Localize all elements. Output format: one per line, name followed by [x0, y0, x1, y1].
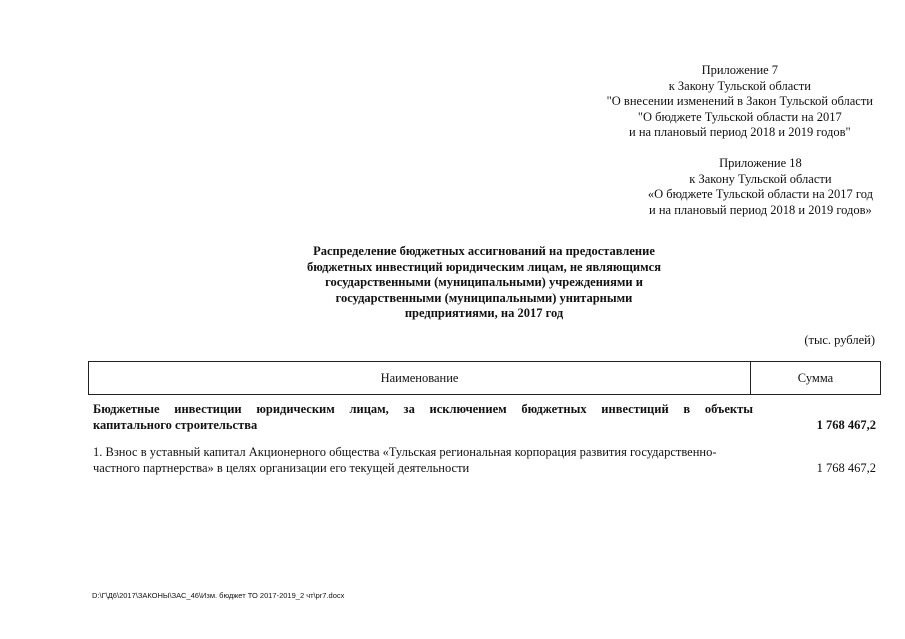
title-line: государственными (муниципальными) унитарными: [335, 290, 633, 305]
appendix-18-line: к Закону Тульской области: [689, 171, 832, 186]
title-line: предприятиями, на 2017 год: [404, 306, 564, 320]
table-header: [88, 361, 881, 395]
row-description-line: 1. Взнос в уставный капитал Акционерного общества «Тульская региональная корпорация развития государственно-: [93, 445, 717, 459]
row-amount: 1 768 467,2: [816, 460, 876, 475]
appendix-18-line: Приложение 18: [719, 156, 802, 170]
row-description-line: частного партнерства» в целях организации его текущей деятельности: [93, 460, 470, 475]
appendix-7-line: к Закону Тульской области: [668, 78, 811, 93]
title-line: Распределение бюджетных ассигнований на предоставление: [313, 244, 655, 258]
units-note: (тыс. рублей): [804, 333, 875, 347]
appendix-7-header: [607, 63, 873, 141]
appendix-18-line: «О бюджете Тульской области на 2017 год: [647, 187, 873, 201]
appendix-7-line: "О внесении изменений в Закон Тульской области: [606, 94, 873, 108]
column-header-sum: Сумма: [797, 370, 834, 385]
row-description: [93, 402, 753, 433]
row-description-line: капитального строительства: [93, 417, 258, 432]
file-path-footer: D:\Г\Д6\2017\ЗАКОНЫ\ЗАС_46\Изм. бюджет ТО 2017-2019_2 чт\pr7.docx: [92, 591, 345, 600]
appendix-18-line: и на плановый период 2018 и 2019 годов»: [649, 202, 872, 217]
appendix-7-line: "О бюджете Тульской области на 2017: [637, 109, 842, 124]
row-description: [93, 445, 753, 476]
column-header-name: Наименование: [89, 362, 751, 394]
title-line: бюджетных инвестиций юридическим лицам, не являющимся: [307, 259, 661, 274]
table-row: [93, 445, 876, 476]
table-row-total: [93, 402, 876, 433]
document-title: [250, 244, 718, 322]
appendix-7-line: Приложение 7: [701, 63, 779, 77]
row-amount: 1 768 467,2: [816, 417, 876, 432]
row-description-line: Бюджетные инвестиции юридическим лицам, за исключением бюджетных инвестиций в объекты: [93, 402, 753, 416]
appendix-18-header: [648, 156, 873, 218]
title-line: государственными (муниципальными) учреждениями и: [325, 275, 643, 289]
appendix-7-line: и на плановый период 2018 и 2019 годов": [629, 125, 851, 139]
